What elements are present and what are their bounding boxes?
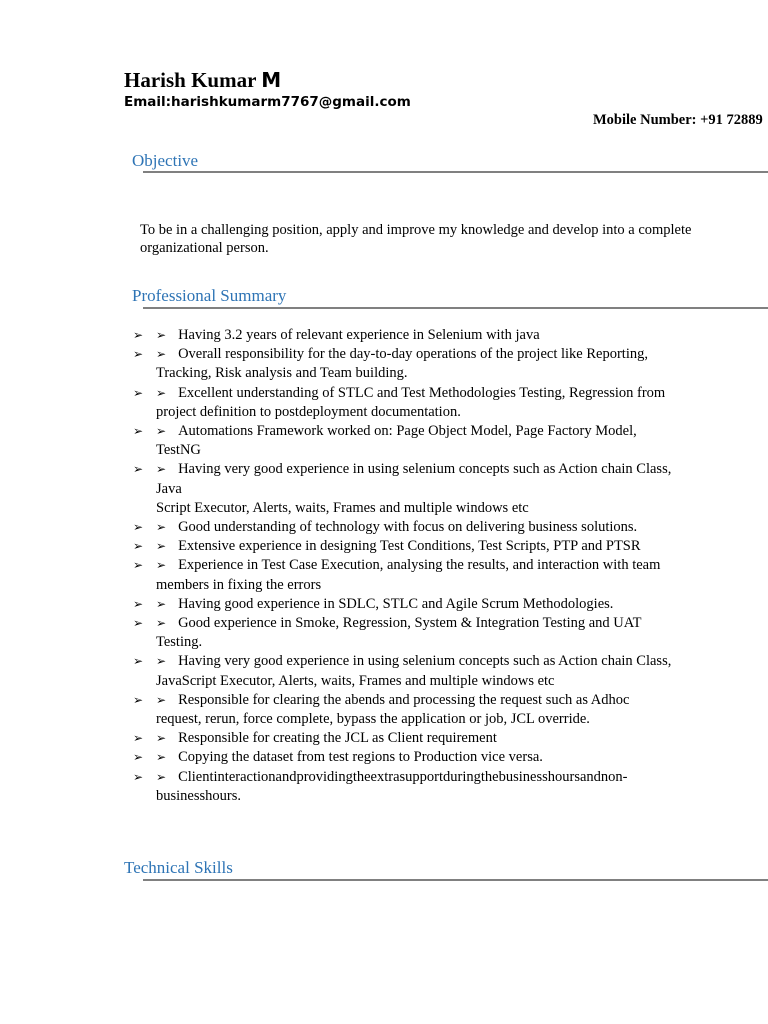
inner-arrow-icon: ➢ xyxy=(156,462,167,477)
summary-item xyxy=(133,691,733,729)
bullet-arrow-icon: ➢ xyxy=(133,385,144,400)
summary-item-line xyxy=(156,480,733,499)
inner-arrow-icon: ➢ xyxy=(156,558,167,573)
bullet-arrow-icon: ➢ xyxy=(133,539,144,554)
bullet-arrow-icon: ➢ xyxy=(133,616,144,631)
summary-item-text: JavaScript Executor, Alerts, waits, Frames and multiple windows etc xyxy=(156,672,555,689)
inner-arrow-icon: ➢ xyxy=(156,750,167,765)
summary-item-line xyxy=(156,460,733,479)
summary-item xyxy=(133,537,733,556)
bullet-arrow-icon: ➢ xyxy=(133,769,144,784)
summary-item-text: businesshours. xyxy=(156,787,241,804)
summary-item-text: Responsible for creating the JCL as Client requirement xyxy=(178,730,497,747)
bullet-arrow-icon: ➢ xyxy=(133,750,144,765)
summary-item-text: Automations Framework worked on: Page Object Model, Page Factory Model, xyxy=(178,423,637,440)
summary-item-line xyxy=(156,576,733,595)
summary-item xyxy=(133,518,733,537)
summary-item-line xyxy=(156,652,733,671)
summary-item-line xyxy=(156,729,733,748)
objective-heading: Objective xyxy=(132,151,199,170)
bullet-arrow-icon: ➢ xyxy=(133,347,144,362)
summary-item-line xyxy=(156,710,733,729)
summary-item-text: Script Executor, Alerts, waits, Frames and multiple windows etc xyxy=(156,499,529,516)
bullet-arrow-icon: ➢ xyxy=(133,462,144,477)
bullet-arrow-icon: ➢ xyxy=(133,692,144,707)
bullet-arrow-icon: ➢ xyxy=(133,654,144,669)
summary-item-text: Testing. xyxy=(156,634,203,651)
summary-item xyxy=(133,345,733,383)
summary-item-text: Clientinteractionandprovidingtheextrasupportduringthebusinesshoursandnon- xyxy=(178,768,628,785)
summary-item-text: Having very good experience in using selenium concepts such as Action chain Class, xyxy=(178,653,672,670)
summary-item xyxy=(133,556,733,594)
summary-item-line xyxy=(156,537,733,556)
summary-item-line xyxy=(156,422,733,441)
summary-item-line xyxy=(156,345,733,364)
summary-item-line xyxy=(156,441,733,460)
summary-item-text: request, rerun, force complete, bypass the application or job, JCL override. xyxy=(156,711,590,728)
summary-item-text: members in fixing the errors xyxy=(156,576,322,593)
summary-item xyxy=(133,384,733,422)
summary-item-line xyxy=(156,499,733,518)
inner-arrow-icon: ➢ xyxy=(156,731,167,746)
bullet-arrow-icon: ➢ xyxy=(133,596,144,611)
candidate-name-text: Harish Kumar xyxy=(124,68,257,92)
summary-item xyxy=(133,595,733,614)
summary-item-text: project definition to postdeployment documentation. xyxy=(156,403,461,420)
bullet-arrow-icon: ➢ xyxy=(133,520,144,535)
summary-item-text: Copying the dataset from test regions to Production vice versa. xyxy=(178,749,543,766)
summary-item-line xyxy=(156,672,733,691)
summary-item-line xyxy=(156,326,733,345)
summary-item-line xyxy=(156,633,733,652)
summary-item-line xyxy=(156,595,733,614)
summary-item-text: Overall responsibility for the day-to-day operations of the project like Reporting, xyxy=(178,346,648,363)
summary-item-line xyxy=(156,518,733,537)
bullet-arrow-icon: ➢ xyxy=(133,558,144,573)
inner-arrow-icon: ➢ xyxy=(156,539,167,554)
inner-arrow-icon: ➢ xyxy=(156,596,167,611)
summary-item-text: Excellent understanding of STLC and Test Methodologies Testing, Regression from xyxy=(178,384,666,401)
summary-item-text: Having good experience in SDLC, STLC and Agile Scrum Methodologies. xyxy=(178,595,614,612)
summary-item-line xyxy=(156,748,733,767)
summary-item xyxy=(133,768,733,806)
summary-item-text: Good understanding of technology with focus on delivering business solutions. xyxy=(178,519,638,536)
summary-item-line xyxy=(156,556,733,575)
summary-item-text: Responsible for clearing the abends and processing the request such as Adhoc xyxy=(178,691,630,708)
summary-item xyxy=(133,748,733,767)
professional-summary-divider xyxy=(143,307,768,309)
inner-arrow-icon: ➢ xyxy=(156,616,167,631)
summary-item-text: TestNG xyxy=(156,442,201,459)
summary-item-text: Tracking, Risk analysis and Team building. xyxy=(156,365,408,382)
summary-item-text: Java xyxy=(156,480,182,497)
summary-item-line xyxy=(156,364,733,383)
summary-item-line xyxy=(156,787,733,806)
bullet-arrow-icon: ➢ xyxy=(133,424,144,439)
summary-item-text: Having 3.2 years of relevant experience in Selenium with java xyxy=(178,327,540,343)
summary-item xyxy=(133,652,733,690)
inner-arrow-icon: ➢ xyxy=(156,769,167,784)
summary-item xyxy=(133,614,733,652)
summary-item-line xyxy=(156,403,733,422)
candidate-initial: M xyxy=(261,68,282,92)
inner-arrow-icon: ➢ xyxy=(156,424,167,439)
summary-item xyxy=(133,729,733,748)
summary-item-line xyxy=(156,768,733,787)
inner-arrow-icon: ➢ xyxy=(156,654,167,669)
mobile-number: Mobile Number: +91 72889 xyxy=(593,112,763,128)
summary-item-line xyxy=(156,384,733,403)
inner-arrow-icon: ➢ xyxy=(156,328,167,342)
summary-item-text: Having very good experience in using selenium concepts such as Action chain Class, xyxy=(178,461,672,478)
inner-arrow-icon: ➢ xyxy=(156,520,167,535)
objective-text: To be in a challenging position, apply and improve my knowledge and develop into a complete organizational person. xyxy=(140,222,692,256)
summary-item-text: Extensive experience in designing Test Conditions, Test Scripts, PTP and PTSR xyxy=(178,538,641,555)
summary-item xyxy=(133,422,733,460)
email-address: Email:harishkumarm7767@gmail.com xyxy=(124,94,411,110)
summary-item-text: Good experience in Smoke, Regression, System & Integration Testing and UAT xyxy=(178,615,642,632)
inner-arrow-icon: ➢ xyxy=(156,385,167,400)
summary-item-text: Experience in Test Case Execution, analysing the results, and interaction with team xyxy=(178,557,661,574)
summary-item-line xyxy=(156,614,733,633)
inner-arrow-icon: ➢ xyxy=(156,692,167,707)
technical-skills-divider xyxy=(143,879,768,881)
bullet-arrow-icon: ➢ xyxy=(133,731,144,746)
objective-divider xyxy=(143,171,768,173)
candidate-name xyxy=(124,68,281,93)
professional-summary-list xyxy=(133,326,733,806)
inner-arrow-icon: ➢ xyxy=(156,347,167,362)
summary-item xyxy=(133,460,733,518)
summary-item-line xyxy=(156,691,733,710)
technical-skills-heading: Technical Skills xyxy=(124,858,233,877)
professional-summary-heading: Professional Summary xyxy=(132,286,287,305)
bullet-arrow-icon: ➢ xyxy=(133,328,144,342)
summary-item xyxy=(133,326,733,345)
